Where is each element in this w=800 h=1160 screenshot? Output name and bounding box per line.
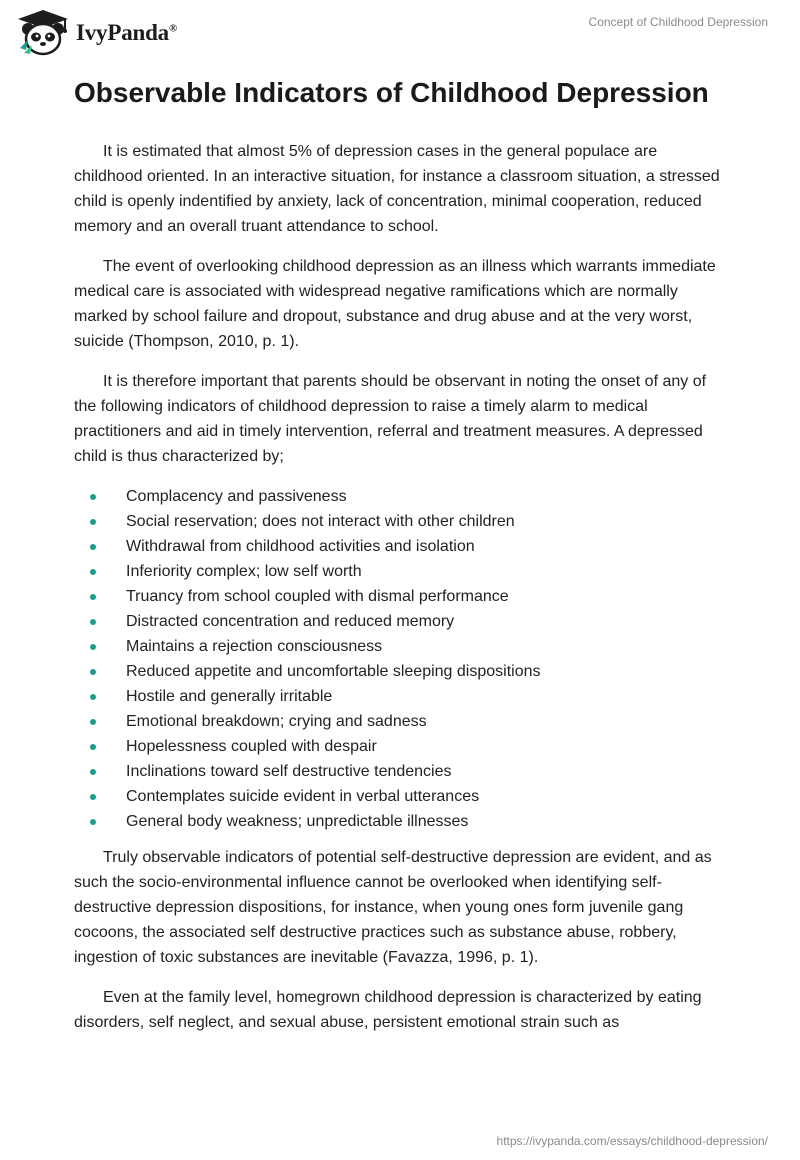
- ivypanda-logo[interactable]: [14, 8, 177, 56]
- paragraph: The event of overlooking childhood depression as an illness which warrants immediate medical care is associated with widespread negative ramifications which are normally marked by school failure and dropout, substance and drug abuse and at the very worst, suicide (Thompson, 2010, p. 1).: [74, 258, 716, 350]
- dot-icon: [90, 619, 96, 625]
- dot-icon: [90, 719, 96, 725]
- article-heading: Observable Indicators of Childhood Depression: [74, 77, 709, 108]
- dot-icon: [90, 519, 96, 525]
- brand-name: IvyPanda®: [76, 20, 178, 45]
- source-url[interactable]: https://ivypanda.com/essays/childhood-depression/: [496, 1134, 768, 1148]
- dot-icon: [90, 644, 96, 650]
- dot-icon: [90, 794, 96, 800]
- list-item: Distracted concentration and reduced memory: [74, 609, 724, 634]
- list-item: Emotional breakdown; crying and sadness: [74, 709, 724, 734]
- list-item: Reduced appetite and uncomfortable sleeping dispositions: [74, 659, 724, 684]
- list-item: Truancy from school coupled with dismal performance: [74, 584, 724, 609]
- list-item: Hostile and generally irritable: [74, 684, 724, 709]
- list-item: Maintains a rejection consciousness: [74, 634, 724, 659]
- page-header: [0, 0, 800, 60]
- list-item: General body weakness; unpredictable illnesses: [74, 809, 724, 834]
- dot-icon: [90, 769, 96, 775]
- dot-icon: [90, 544, 96, 550]
- list-item: Inclinations toward self destructive tendencies: [74, 759, 724, 784]
- list-item: Hopelessness coupled with despair: [74, 734, 724, 759]
- paragraph: Even at the family level, homegrown childhood depression is characterized by eating disorders, self neglect, and sexual abuse, persistent emotional strain such as: [74, 989, 702, 1031]
- paragraph: Truly observable indicators of potential self-destructive depression are evident, and as such the socio-environmental influence cannot be overlooked when identifying self-destructive depression dispositions, for instance, when young ones form juvenile gang cocoons, the associated self destructive practices such as substance abuse, robbery, ingestion of toxic substances are inevitable (Favazza, 1996, p. 1).: [74, 849, 712, 966]
- article-body: [74, 72, 724, 1050]
- dot-icon: [90, 744, 96, 750]
- list-item: Inferiority complex; low self worth: [74, 559, 724, 584]
- dot-icon: [90, 819, 96, 825]
- indicator-list: [74, 484, 724, 834]
- paragraph: It is therefore important that parents should be observant in noting the onset of any of the following indicators of childhood depression to raise a timely alarm to medical practitioners and aid in timely intervention, referral and treatment measures. A depressed child is thus characterized by;: [74, 373, 707, 465]
- dot-icon: [90, 594, 96, 600]
- list-item: Social reservation; does not interact with other children: [74, 509, 724, 534]
- dot-icon: [90, 669, 96, 675]
- dot-icon: [90, 494, 96, 500]
- paragraph: It is estimated that almost 5% of depression cases in the general populace are childhood oriented. In an interactive situation, for instance a classroom situation, a stressed child is openly indentified by anxiety, lack of concentration, minimal cooperation, reduced memory and an overall truant attendance to school.: [74, 143, 720, 235]
- list-item: Complacency and passiveness: [74, 484, 724, 509]
- panda-graduate-icon: [14, 8, 72, 56]
- dot-icon: [90, 569, 96, 575]
- document-title: Concept of Childhood Depression: [588, 15, 768, 29]
- dot-icon: [90, 694, 96, 700]
- list-item: Withdrawal from childhood activities and isolation: [74, 534, 724, 559]
- list-item: Contemplates suicide evident in verbal utterances: [74, 784, 724, 809]
